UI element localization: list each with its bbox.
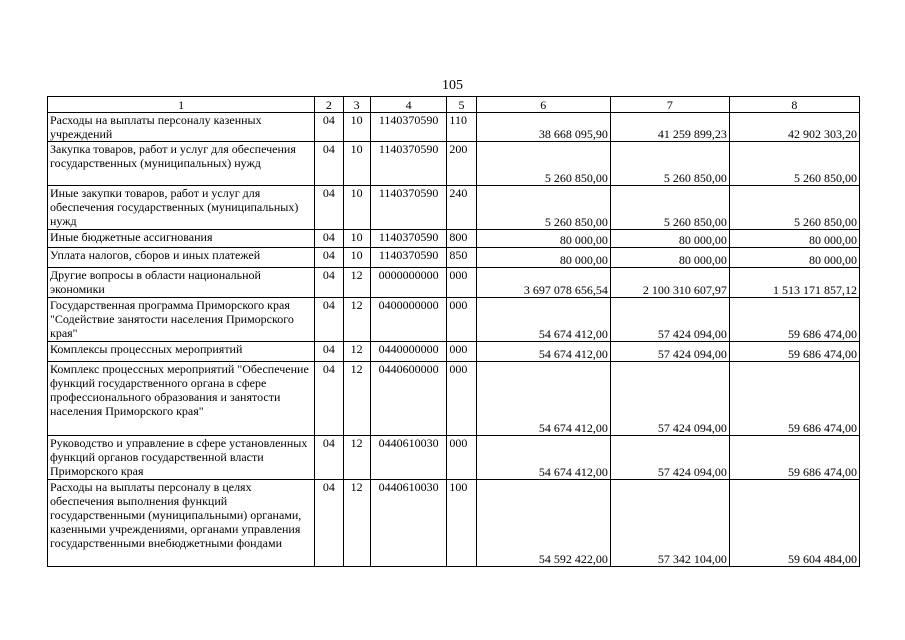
amount-col7: 80 000,00 — [610, 248, 729, 268]
amount-col6: 54 592 422,00 — [476, 480, 610, 567]
target-article-code: 0400000000 — [370, 298, 447, 342]
amount-col6: 54 674 412,00 — [476, 436, 610, 480]
page-number: 105 — [442, 78, 463, 93]
row-name: Другие вопросы в области национальной экономики — [48, 268, 315, 298]
amount-col8: 5 260 850,00 — [729, 186, 859, 230]
table-row — [48, 230, 860, 248]
target-article-code: 1140370590 — [370, 186, 447, 230]
section-code: 04 — [315, 480, 343, 567]
target-article-code: 0440610030 — [370, 436, 447, 480]
column-header: 5 — [447, 97, 476, 113]
row-name: Расходы на выплаты персоналу в целях обеспечения выполнения функций государственными (муниципальными) органами, казенными учреждениями, органами управления государственными внебюджетными фондами — [48, 480, 315, 567]
amount-col8: 5 260 850,00 — [729, 142, 859, 186]
amount-col6: 54 674 412,00 — [476, 342, 610, 362]
table-row — [48, 480, 860, 567]
section-code: 04 — [315, 186, 343, 230]
column-header: 1 — [48, 97, 315, 113]
amount-col7: 57 424 094,00 — [610, 436, 729, 480]
expense-type-code: 100 — [447, 480, 476, 567]
column-header: 3 — [343, 97, 370, 113]
column-header: 8 — [729, 97, 859, 113]
amount-col6: 54 674 412,00 — [476, 362, 610, 436]
subsection-code: 12 — [343, 480, 370, 567]
subsection-code: 10 — [343, 230, 370, 248]
expense-type-code: 000 — [447, 268, 476, 298]
expense-type-code: 110 — [447, 113, 476, 142]
subsection-code: 12 — [343, 362, 370, 436]
amount-col8: 80 000,00 — [729, 230, 859, 248]
subsection-code: 12 — [343, 298, 370, 342]
subsection-code: 10 — [343, 113, 370, 142]
amount-col7: 80 000,00 — [610, 230, 729, 248]
target-article-code: 0440600000 — [370, 362, 447, 436]
target-article-code: 0000000000 — [370, 268, 447, 298]
target-article-code: 0440610030 — [370, 480, 447, 567]
amount-col7: 41 259 899,23 — [610, 113, 729, 142]
section-code: 04 — [315, 230, 343, 248]
expense-type-code: 000 — [447, 362, 476, 436]
row-name: Комплекс процессных мероприятий "Обеспечение функций государственного органа в сфере профессионального образования и занятости населения Приморского края" — [48, 362, 315, 436]
amount-col6: 80 000,00 — [476, 230, 610, 248]
amount-col8: 59 686 474,00 — [729, 436, 859, 480]
table-row — [48, 268, 860, 298]
table-row — [48, 186, 860, 230]
table-row — [48, 362, 860, 436]
section-code: 04 — [315, 248, 343, 268]
table-header-row — [48, 97, 860, 113]
amount-col6: 38 668 095,90 — [476, 113, 610, 142]
amount-col8: 80 000,00 — [729, 248, 859, 268]
table-row — [48, 342, 860, 362]
expense-type-code: 000 — [447, 342, 476, 362]
amount-col7: 5 260 850,00 — [610, 142, 729, 186]
amount-col6: 5 260 850,00 — [476, 142, 610, 186]
section-code: 04 — [315, 113, 343, 142]
section-code: 04 — [315, 342, 343, 362]
expense-type-code: 000 — [447, 436, 476, 480]
table-row — [48, 113, 860, 142]
subsection-code: 10 — [343, 248, 370, 268]
column-header: 6 — [476, 97, 610, 113]
expense-type-code: 850 — [447, 248, 476, 268]
amount-col6: 5 260 850,00 — [476, 186, 610, 230]
section-code: 04 — [315, 142, 343, 186]
column-header: 2 — [315, 97, 343, 113]
amount-col7: 5 260 850,00 — [610, 186, 729, 230]
amount-col8: 59 686 474,00 — [729, 342, 859, 362]
table-row — [48, 248, 860, 268]
section-code: 04 — [315, 268, 343, 298]
amount-col8: 59 686 474,00 — [729, 298, 859, 342]
amount-col7: 2 100 310 607,97 — [610, 268, 729, 298]
amount-col7: 57 424 094,00 — [610, 298, 729, 342]
column-header: 4 — [370, 97, 447, 113]
row-name: Иные бюджетные ассигнования — [48, 230, 315, 248]
target-article-code: 1140370590 — [370, 230, 447, 248]
amount-col6: 3 697 078 656,54 — [476, 268, 610, 298]
amount-col7: 57 424 094,00 — [610, 342, 729, 362]
section-code: 04 — [315, 436, 343, 480]
amount-col6: 80 000,00 — [476, 248, 610, 268]
target-article-code: 1140370590 — [370, 248, 447, 268]
amount-col6: 54 674 412,00 — [476, 298, 610, 342]
row-name: Закупка товаров, работ и услуг для обеспечения государственных (муниципальных) нужд — [48, 142, 315, 186]
amount-col8: 59 686 474,00 — [729, 362, 859, 436]
table-row — [48, 436, 860, 480]
table-row — [48, 298, 860, 342]
target-article-code: 0440000000 — [370, 342, 447, 362]
expense-type-code: 200 — [447, 142, 476, 186]
section-code: 04 — [315, 298, 343, 342]
amount-col8: 42 902 303,20 — [729, 113, 859, 142]
column-header: 7 — [610, 97, 729, 113]
budget-table — [47, 96, 860, 567]
target-article-code: 1140370590 — [370, 113, 447, 142]
row-name: Уплата налогов, сборов и иных платежей — [48, 248, 315, 268]
row-name: Комплексы процессных мероприятий — [48, 342, 315, 362]
row-name: Руководство и управление в сфере установленных функций органов государственной власти Приморского края — [48, 436, 315, 480]
amount-col8: 59 604 484,00 — [729, 480, 859, 567]
section-code: 04 — [315, 362, 343, 436]
expense-type-code: 240 — [447, 186, 476, 230]
expense-type-code: 000 — [447, 298, 476, 342]
table-row — [48, 142, 860, 186]
subsection-code: 12 — [343, 342, 370, 362]
row-name: Расходы на выплаты персоналу казенных учреждений — [48, 113, 315, 142]
row-name: Государственная программа Приморского края "Содействие занятости населения Приморского края" — [48, 298, 315, 342]
target-article-code: 1140370590 — [370, 142, 447, 186]
subsection-code: 12 — [343, 436, 370, 480]
row-name: Иные закупки товаров, работ и услуг для обеспечения государственных (муниципальных) нужд — [48, 186, 315, 230]
subsection-code: 10 — [343, 186, 370, 230]
subsection-code: 10 — [343, 142, 370, 186]
expense-type-code: 800 — [447, 230, 476, 248]
amount-col7: 57 342 104,00 — [610, 480, 729, 567]
amount-col7: 57 424 094,00 — [610, 362, 729, 436]
amount-col8: 1 513 171 857,12 — [729, 268, 859, 298]
subsection-code: 12 — [343, 268, 370, 298]
